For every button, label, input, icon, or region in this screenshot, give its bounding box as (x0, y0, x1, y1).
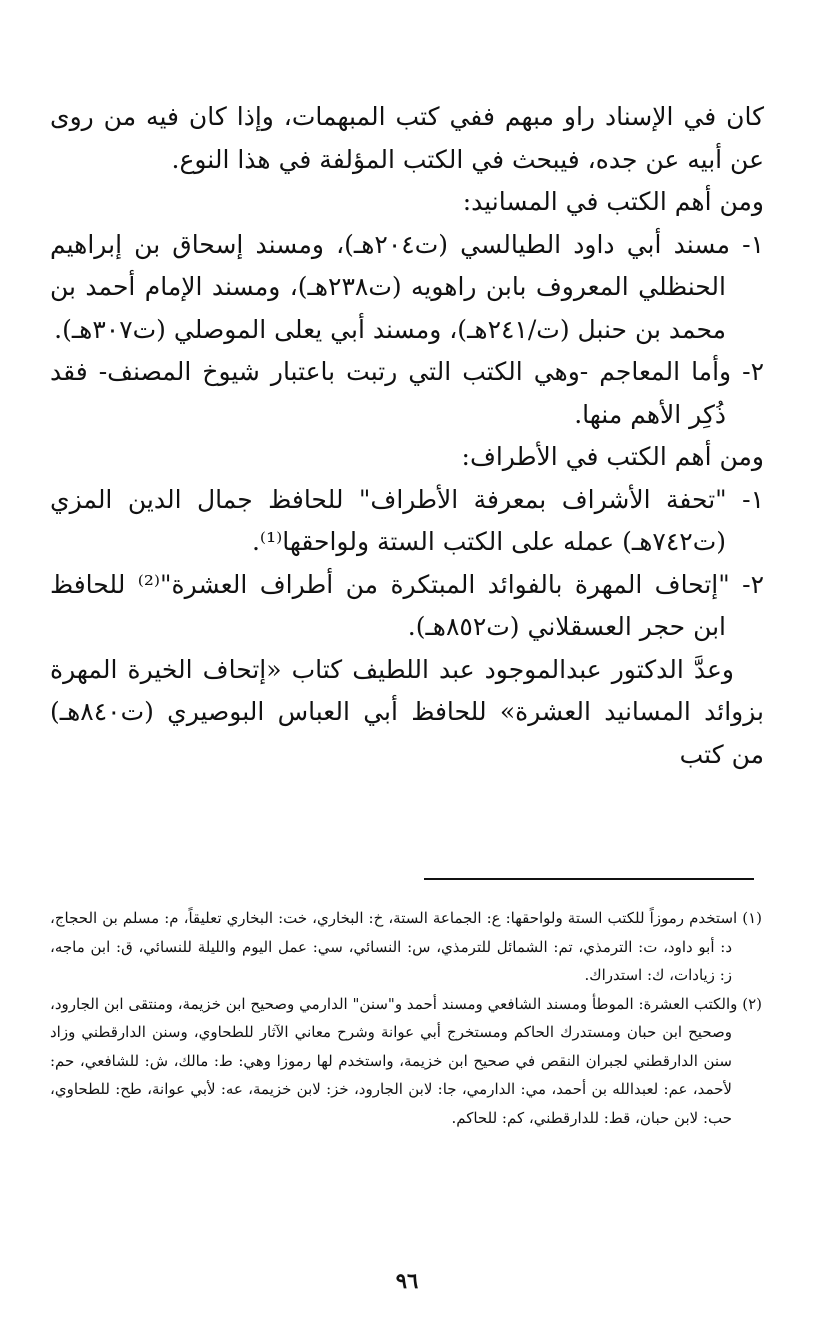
paragraph-closing: وعدَّ الدكتور عبدالموجود عبد اللطيف كتاب «إتحاف الخيرة المهرة بزوائد المسانيد العشرة» للحافظ أبي العباس البوصيري (ت٨٤٠هـ) من كتب (50, 654, 764, 769)
page-number: ٩٦ (395, 1268, 419, 1293)
heading-atraf: ومن أهم الكتب في الأطراف: (461, 442, 764, 471)
footnotes (50, 904, 762, 1132)
list-item-musnads-1: ١- مسند أبي داود الطيالسي (ت٢٠٤هـ)، ومسند إسحاق بن إبراهيم الحنظلي المعروف بابن راهويه (ت٢٣٨هـ)، ومسند الإمام أحمد بن محمد بن حنبل (ت/٢٤١هـ)، ومسند أبي يعلى الموصلي (ت٣٠٧هـ). (50, 229, 764, 344)
list-item-musnads-2: ٢- وأما المعاجم -وهي الكتب التي رتبت باعتبار شيوخ المصنف- فقد ذُكِر الأهم منها. (50, 357, 764, 429)
footnote-2: (٢) والكتب العشرة: الموطأ ومسند الشافعي ومسند أحمد و"سنن" الدارمي وصحيح ابن خزيمة، ومنتقى ابن الجارود، وصحيح ابن حبان ومستدرك الحاكم ومستخرج أبي عوانة وشرح معاني الآثار للطحاوي، وسنن الدارقطني وزاد سنن الدارقطني لجبران النقص في صحيح ابن خزيمة، واستخدم لها رموزا وهي: ط: مالك، ش: للشافعي، حم: لأحمد، عم: لعبدالله بن أحمد، مي: الدارمي، جا: لابن الجارود، خز: لابن خزيمة، عه: لأبي عوانة، طح: للطحاوي، حب: لابن حبان، قط: للدارقطني، كم: للحاكم. (50, 994, 762, 1127)
heading-musnads: ومن أهم الكتب في المسانيد: (462, 187, 764, 216)
main-text (50, 96, 764, 776)
footnote-separator (424, 878, 754, 880)
list-item-atraf-1: ١- "تحفة الأشراف بمعرفة الأطراف" للحافظ جمال الدين المزي (ت٧٤٢هـ) عمله على الكتب الستة ولواحقها⁽¹⁾. (50, 484, 764, 556)
footnote-1: (١) استخدم رموزاً للكتب الستة ولواحقها: ع: الجماعة الستة، خ: البخاري، خت: البخاري تعليقاً، م: مسلم بن الحجاج، د: أبو داود، ت: الترمذي، تم: الشمائل للترمذي، س: النسائي، سي: عمل اليوم والليلة للنسائي، ق: ابن ماجه، ز: زيادات، ك: استدراك. (50, 909, 762, 984)
list-item-atraf-2: ٢- "إتحاف المهرة بالفوائد المبتكرة من أطراف العشرة"⁽²⁾ للحافظ ابن حجر العسقلاني (ت٨٥٢هـ). (50, 569, 765, 641)
paragraph-opening: كان في الإسناد راو مبهم ففي كتب المبهمات، وإذا كان فيه من روى عن أبيه عن جده، فيبحث في الكتب المؤلفة في هذا النوع. (50, 102, 764, 174)
